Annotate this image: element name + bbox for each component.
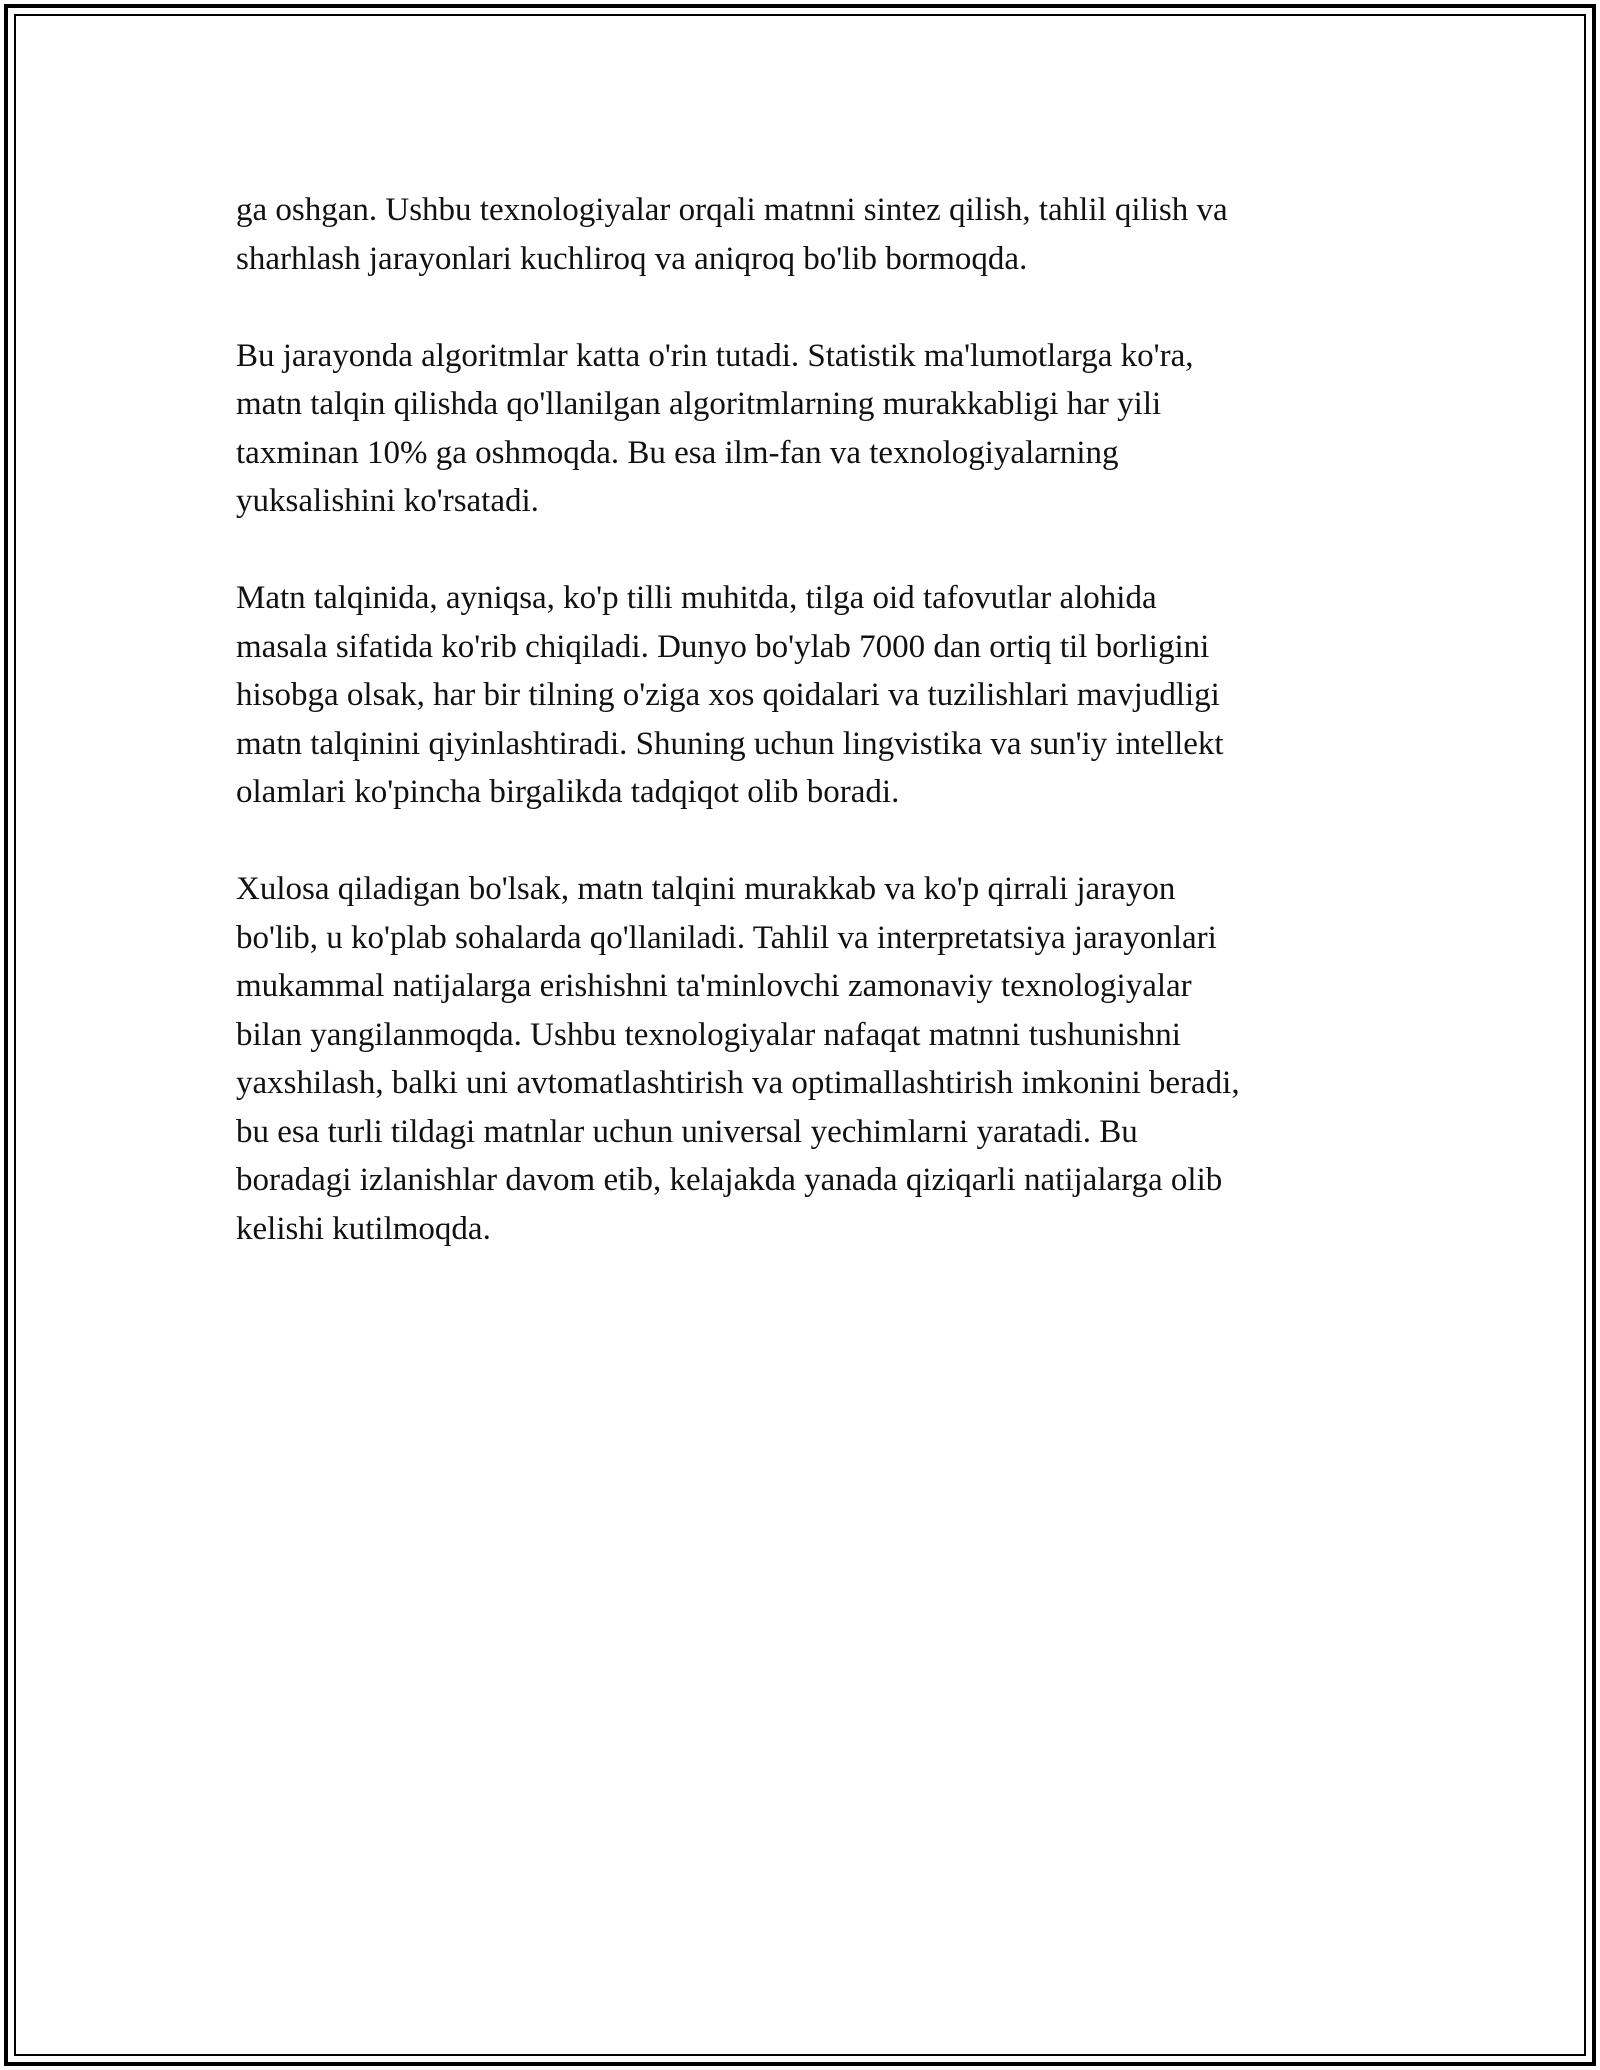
- text-line: taxminan 10% ga oshmoqda. Bu esa ilm-fan va texnologiyalarning: [236, 434, 1119, 471]
- text-line: matn talqinini qiyinlashtiradi. Shuning uchun lingvistika va sun'iy intellekt: [236, 725, 1224, 762]
- paragraph-2: [236, 332, 1356, 526]
- text-line: yaxshilash, balki uni avtomatlashtirish va optimallashtirish imkonini beradi,: [236, 1065, 1240, 1101]
- text-line: hisobga olsak, har bir tilning o'ziga xos qoidalari va tuzilishlari mavjudligi: [236, 677, 1220, 713]
- text-line: bo'lib, u ko'plab sohalarda qo'llaniladi. Tahlil va interpretatsiya jarayonlari: [236, 919, 1217, 956]
- text-line: mukammal natijalarga erishishni ta'minlovchi zamonaviy texnologiyalar: [236, 968, 1192, 1004]
- paragraph-4: [236, 865, 1356, 1253]
- text-line: bu esa turli tildagi matnlar uchun universal yechimlarni yaratadi. Bu: [236, 1113, 1138, 1150]
- text-line: matn talqin qilishda qo'llanilgan algoritmlarning murakkabligi har yili: [236, 386, 1162, 422]
- text-line: sharhlash jarayonlari kuchliroq va aniqroq bo'lib bormoqda.: [236, 240, 1028, 277]
- text-line: masala sifatida ko'rib chiqiladi. Dunyo bo'ylab 7000 dan ortiq til borligini: [236, 628, 1210, 665]
- document-body: [236, 186, 1356, 1302]
- paragraph-1: [236, 186, 1356, 283]
- paragraph-3: [236, 574, 1356, 817]
- text-line: olamlari ko'pincha birgalikda tadqiqot olib boradi.: [236, 774, 900, 810]
- text-line: yuksalishini ko'rsatadi.: [236, 483, 539, 519]
- text-line: kelishi kutilmoqda.: [236, 1210, 491, 1247]
- text-line: Bu jarayonda algoritmlar katta o'rin tutadi. Statistik ma'lumotlarga ko'ra,: [236, 337, 1194, 374]
- text-line: boradagi izlanishlar davom etib, kelajakda yanada qiziqarli natijalarga olib: [236, 1162, 1223, 1198]
- text-line: bilan yangilanmoqda. Ushbu texnologiyalar nafaqat matnni tushunishni: [236, 1016, 1181, 1053]
- text-line: Xulosa qiladigan bo'lsak, matn talqini murakkab va ko'p qirrali jarayon: [236, 871, 1176, 907]
- text-line: ga oshgan. Ushbu texnologiyalar orqali matnni sintez qilish, tahlil qilish va: [236, 192, 1228, 228]
- text-line: Matn talqinida, ayniqsa, ko'p tilli muhitda, tilga oid tafovutlar alohida: [236, 580, 1157, 616]
